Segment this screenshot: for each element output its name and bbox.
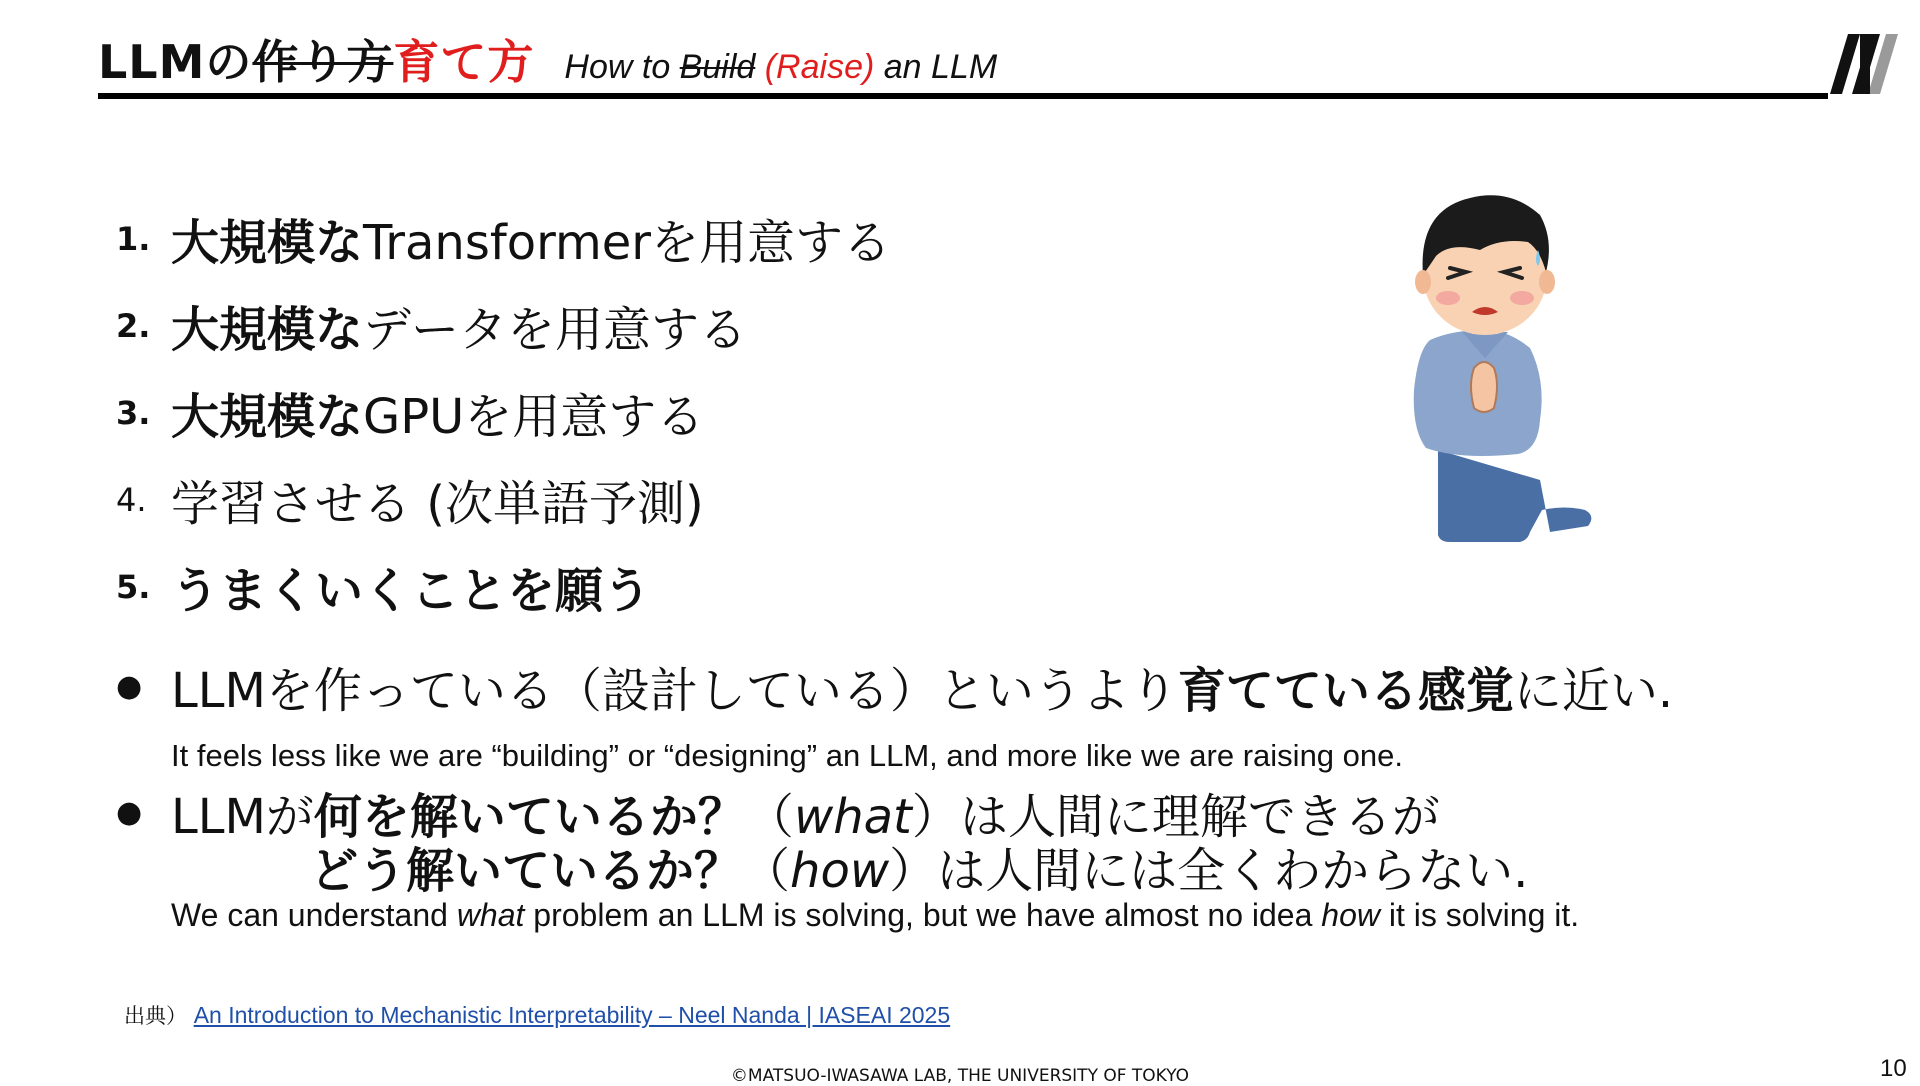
bullet-2-english (171, 897, 1579, 934)
bullet-2-how: how (790, 843, 890, 899)
step-rest: GPUを用意する (363, 389, 705, 445)
bullet-2-a: LLMが (171, 789, 314, 845)
step-rest: Transformerを用意する (363, 215, 892, 271)
title-rule (98, 93, 1828, 99)
bullet-1-bold: 育てている感覚 (1177, 663, 1514, 719)
matsuo-lab-logo-icon (1830, 28, 1900, 98)
step-number: 1. (116, 219, 151, 258)
step-number: 2. (116, 306, 151, 345)
subtitle-suffix: an LLM (874, 48, 998, 86)
praying-man-illustration-icon (1390, 180, 1610, 550)
footer-copyright: ©MATSUO-IWASAWA LAB, THE UNIVERSITY OF TOKYO (730, 1066, 1190, 1086)
step-number: 5. (116, 567, 151, 606)
subtitle-highlight: (Raise) (755, 48, 875, 86)
step-bold: うまくいくことを願う (171, 563, 652, 619)
step-text (171, 378, 704, 447)
source-link[interactable]: An Introduction to Mechanistic Interpretability – Neel Nanda | IASEAI 2025 (193, 1002, 951, 1028)
title-jp (98, 26, 534, 92)
bullet-2-line2 (310, 832, 1528, 901)
title-en (564, 48, 997, 87)
bullet-1-text (171, 652, 1673, 721)
step-number: 3. (116, 393, 151, 432)
step-item (116, 369, 891, 456)
bullet-1 (116, 652, 1673, 721)
bullet-2-paren-open: （ (745, 789, 794, 845)
step-bold: 大規模な (171, 215, 364, 271)
step-text (171, 465, 704, 534)
step-text (171, 204, 891, 273)
subtitle-prefix: How to (564, 48, 680, 86)
bullet-2-e: ）は人間に理解できるが (911, 789, 1440, 845)
page-number: 10 (1880, 1055, 1907, 1082)
en-how: how (1321, 897, 1380, 933)
step-item (116, 456, 891, 543)
step-item (116, 543, 891, 630)
bullet-2-bold-1: 何を解いているか？ (313, 789, 746, 845)
bullet-2-e2: ）は人間には全くわからない. (889, 843, 1529, 899)
step-rest: データを用意する (363, 302, 748, 358)
bullet-dot: ● (116, 669, 143, 704)
source-label: 出典） (124, 1004, 187, 1028)
slide-title (98, 26, 998, 89)
step-text (171, 291, 747, 360)
en-what: what (456, 897, 525, 933)
title-highlight: 育て方 (393, 35, 535, 89)
en-a: We can understand (171, 897, 457, 933)
subtitle-struck: Build (679, 48, 756, 86)
steps-list (116, 195, 891, 630)
step-bold: 大規模な (171, 389, 364, 445)
title-struck: 作り方 (252, 35, 394, 89)
bullet-1-english: It feels less like we are “building” or “designing” an LLM, and more like we are raising one. (171, 738, 1403, 773)
bullet-2-paren-open-2: （ (742, 843, 791, 899)
en-e: it is solving it. (1379, 897, 1580, 933)
bullet-2-what: what (793, 789, 912, 845)
bullet-dot: ● (116, 795, 143, 830)
bullet-1-a: LLMを作っている（設計している）というより (171, 663, 1178, 719)
title-prefix: LLMの (98, 35, 253, 89)
step-rest: 学習させる (次単語予測) (171, 476, 704, 532)
step-number: 4. (116, 480, 147, 519)
step-bold: 大規模な (171, 302, 364, 358)
step-item (116, 195, 891, 282)
en-c: problem an LLM is solving, but we have almost no idea (524, 897, 1322, 933)
bullet-1-c: に近い. (1513, 663, 1674, 719)
step-item (116, 282, 891, 369)
step-text (171, 552, 651, 621)
source-citation (124, 1000, 950, 1030)
bullet-2-bold-2: どう解いているか？ (310, 843, 743, 899)
